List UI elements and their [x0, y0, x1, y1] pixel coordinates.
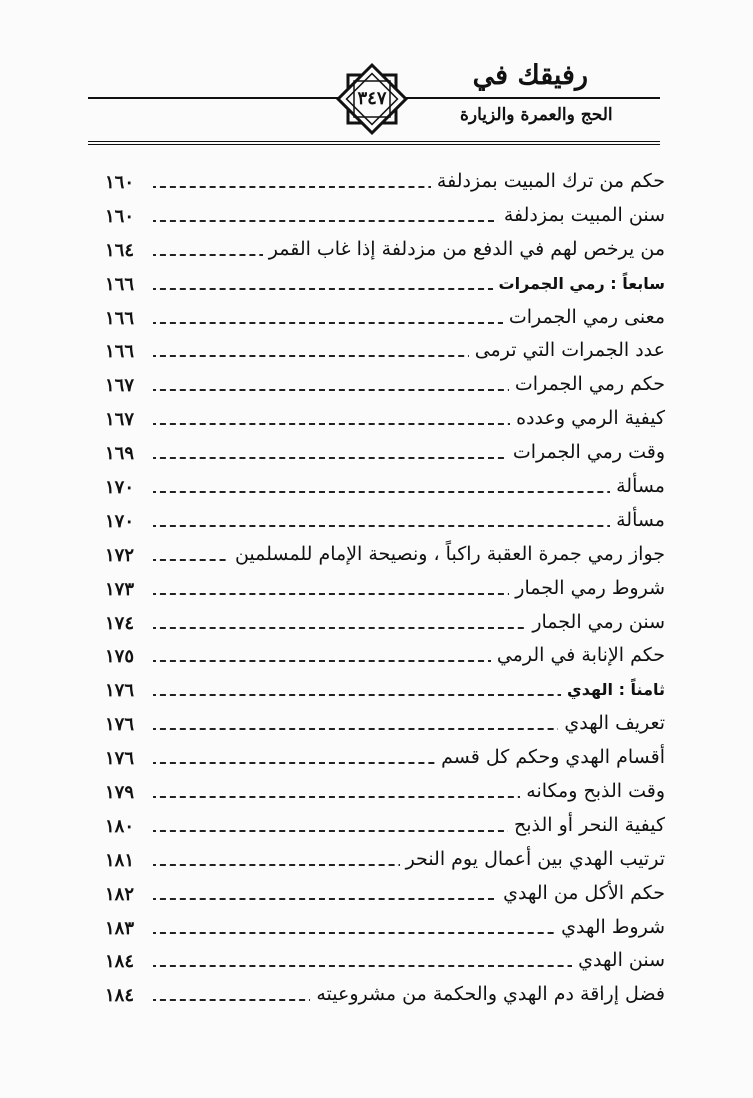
toc-entry-title: سنن المبيت بمزدلفة	[498, 204, 665, 226]
toc-entry[interactable]	[0, 403, 753, 437]
toc-section-heading: ثامناً : الهدي	[561, 680, 665, 699]
toc-entry[interactable]	[0, 912, 753, 946]
toc-entry[interactable]	[0, 607, 753, 641]
toc-entry-page: ١٨٤	[105, 985, 153, 1006]
toc-entry[interactable]	[0, 166, 753, 200]
toc-entry-page: ١٦٦	[105, 341, 153, 362]
toc-entry-title: حكم الأكل من الهدي	[497, 882, 665, 904]
toc-entry[interactable]	[0, 200, 753, 234]
toc-entry-page: ١٦٠	[105, 172, 153, 193]
toc-entry[interactable]	[0, 539, 753, 573]
toc-entry[interactable]	[0, 776, 753, 810]
toc-entry-title: معنى رمي الجمرات	[503, 306, 665, 328]
toc-section-heading: سابعاً : رمي الجمرات	[493, 274, 665, 293]
toc-entry-page: ١٨٠	[105, 816, 153, 837]
toc-entry[interactable]	[0, 234, 753, 268]
toc-entry[interactable]	[0, 742, 753, 776]
toc-entry-title: فضل إراقة دم الهدي والحكمة من مشروعيته	[310, 983, 665, 1005]
toc-entry[interactable]	[0, 302, 753, 336]
book-title-line2: الحج والعمرة والزيارة	[460, 105, 613, 125]
toc-entry[interactable]	[0, 708, 753, 742]
toc-entry-title: شروط رمي الجمار	[509, 577, 665, 599]
toc-entry[interactable]	[0, 979, 753, 1013]
toc-entry[interactable]	[0, 945, 753, 979]
toc-entry-title: شروط الهدي	[555, 916, 665, 938]
toc-entry-title: حكم الإنابة في الرمي	[491, 644, 665, 666]
toc-entry-page: ١٧٠	[105, 511, 153, 532]
toc-entry-page: ١٦٠	[105, 206, 153, 227]
toc-entry-title: عدد الجمرات التي ترمى	[469, 339, 665, 361]
toc-entry-page: ١٧٩	[105, 782, 153, 803]
toc-entry-title: كيفية الرمي وعدده	[510, 407, 665, 429]
toc-entry-title: جواز رمي جمرة العقبة راكباً ، ونصيحة الإمام للمسلمين	[229, 543, 665, 565]
toc-entry-page: ١٨٢	[105, 884, 153, 905]
toc-entry-page: ١٨١	[105, 850, 153, 871]
toc-entry-page: ١٦٩	[105, 443, 153, 464]
toc-entry-page: ١٦٧	[105, 409, 153, 430]
toc-entry-page: ١٧٥	[105, 646, 153, 667]
book-title-line1: رفيقك في	[472, 60, 588, 91]
toc-entry[interactable]	[0, 268, 753, 302]
page-number: ٣٤٧	[357, 88, 387, 109]
toc-entry-title: أقسام الهدي وحكم كل قسم	[435, 746, 665, 768]
toc-entry-page: ١٧٢	[105, 545, 153, 566]
toc-entry[interactable]	[0, 674, 753, 708]
toc-entry-title: حكم رمي الجمرات	[509, 373, 665, 395]
toc-entry-title: حكم من ترك المبيت بمزدلفة	[431, 170, 665, 192]
toc-entry[interactable]	[0, 471, 753, 505]
toc-entry-title: ترتيب الهدي بين أعمال يوم النحر	[400, 848, 665, 870]
toc-entry[interactable]	[0, 437, 753, 471]
toc-entry-title: وقت الذبح ومكانه	[520, 780, 665, 802]
dot-leader	[150, 491, 663, 493]
toc-entry-page: ١٨٤	[105, 951, 153, 972]
toc-entry[interactable]	[0, 844, 753, 878]
toc-entry-page: ١٧٦	[105, 748, 153, 769]
toc-entry-page: ١٧٠	[105, 477, 153, 498]
table-of-contents	[0, 166, 753, 1013]
toc-entry-title: وقت رمي الجمرات	[507, 441, 665, 463]
dot-leader	[150, 525, 663, 527]
toc-entry[interactable]	[0, 810, 753, 844]
toc-entry[interactable]	[0, 335, 753, 369]
header-rule-bottom	[88, 141, 660, 145]
toc-entry[interactable]	[0, 878, 753, 912]
toc-entry-title: مسألة	[610, 509, 665, 531]
toc-entry[interactable]	[0, 640, 753, 674]
toc-entry-title: تعريف الهدي	[558, 712, 665, 734]
toc-entry-page: ١٧٦	[105, 680, 153, 701]
toc-entry-page: ١٦٤	[105, 240, 153, 261]
toc-entry-page: ١٦٦	[105, 274, 153, 295]
toc-entry-page: ١٦٧	[105, 375, 153, 396]
toc-entry-page: ١٧٣	[105, 579, 153, 600]
toc-entry[interactable]	[0, 369, 753, 403]
toc-entry-title: مسألة	[610, 475, 665, 497]
toc-entry[interactable]	[0, 505, 753, 539]
toc-entry-title: سنن رمي الجمار	[526, 611, 665, 633]
toc-entry-page: ١٧٤	[105, 613, 153, 634]
toc-entry-title: سنن الهدي	[572, 949, 665, 971]
toc-entry-page: ١٧٦	[105, 714, 153, 735]
toc-entry-page: ١٨٣	[105, 918, 153, 939]
toc-entry-title: من يرخص لهم في الدفع من مزدلفة إذا غاب القمر	[263, 238, 665, 260]
toc-entry-title: كيفية النحر أو الذبح	[508, 814, 665, 836]
toc-entry-page: ١٦٦	[105, 308, 153, 329]
page-header	[0, 0, 753, 140]
toc-entry[interactable]	[0, 573, 753, 607]
